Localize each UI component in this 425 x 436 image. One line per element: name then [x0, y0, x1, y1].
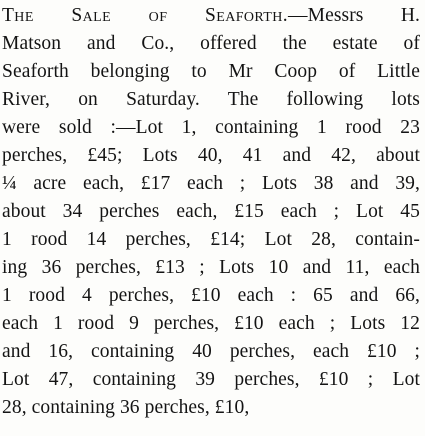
article-line-8: about 34 perches each, £15 each ; Lot 45 [2, 201, 420, 222]
article-line-5: were sold :—Lot 1, containing 1 rood 23 [2, 117, 420, 138]
article-line-15: 28, containing 36 perches, £10, [2, 397, 250, 418]
article-line-4: River, on Saturday. The following lots [2, 89, 420, 110]
article-line-12: each 1 rood 9 perches, £10 each ; Lots 12 [2, 313, 420, 334]
article-line-1 [2, 2, 420, 29]
article-line-6: perches, £45; Lots 40, 41 and 42, about [2, 145, 420, 166]
article-line-10: ing 36 perches, £13 ; Lots 10 and 11, each [2, 257, 420, 278]
article-headline: The Sale of Seaforth. [2, 5, 289, 26]
article-line-14: Lot 47, containing 39 perches, £10 ; Lot [2, 369, 420, 390]
article-line-13: and 16, containing 40 perches, each £10 ; [2, 341, 420, 362]
article-line-11: 1 rood 4 perches, £10 each : 65 and 66, [2, 285, 420, 306]
article-line-2: Matson and Co., offered the estate of [2, 33, 420, 54]
article-line-3: Seaforth belonging to Mr Coop of Little [2, 61, 420, 82]
article-line-7: ¼ acre each, £17 each ; Lots 38 and 39, [2, 173, 420, 194]
article-line-9: 1 rood 14 perches, £14; Lot 28, contain- [2, 229, 420, 250]
article-line-1-text: —Messrs H. [288, 5, 420, 26]
